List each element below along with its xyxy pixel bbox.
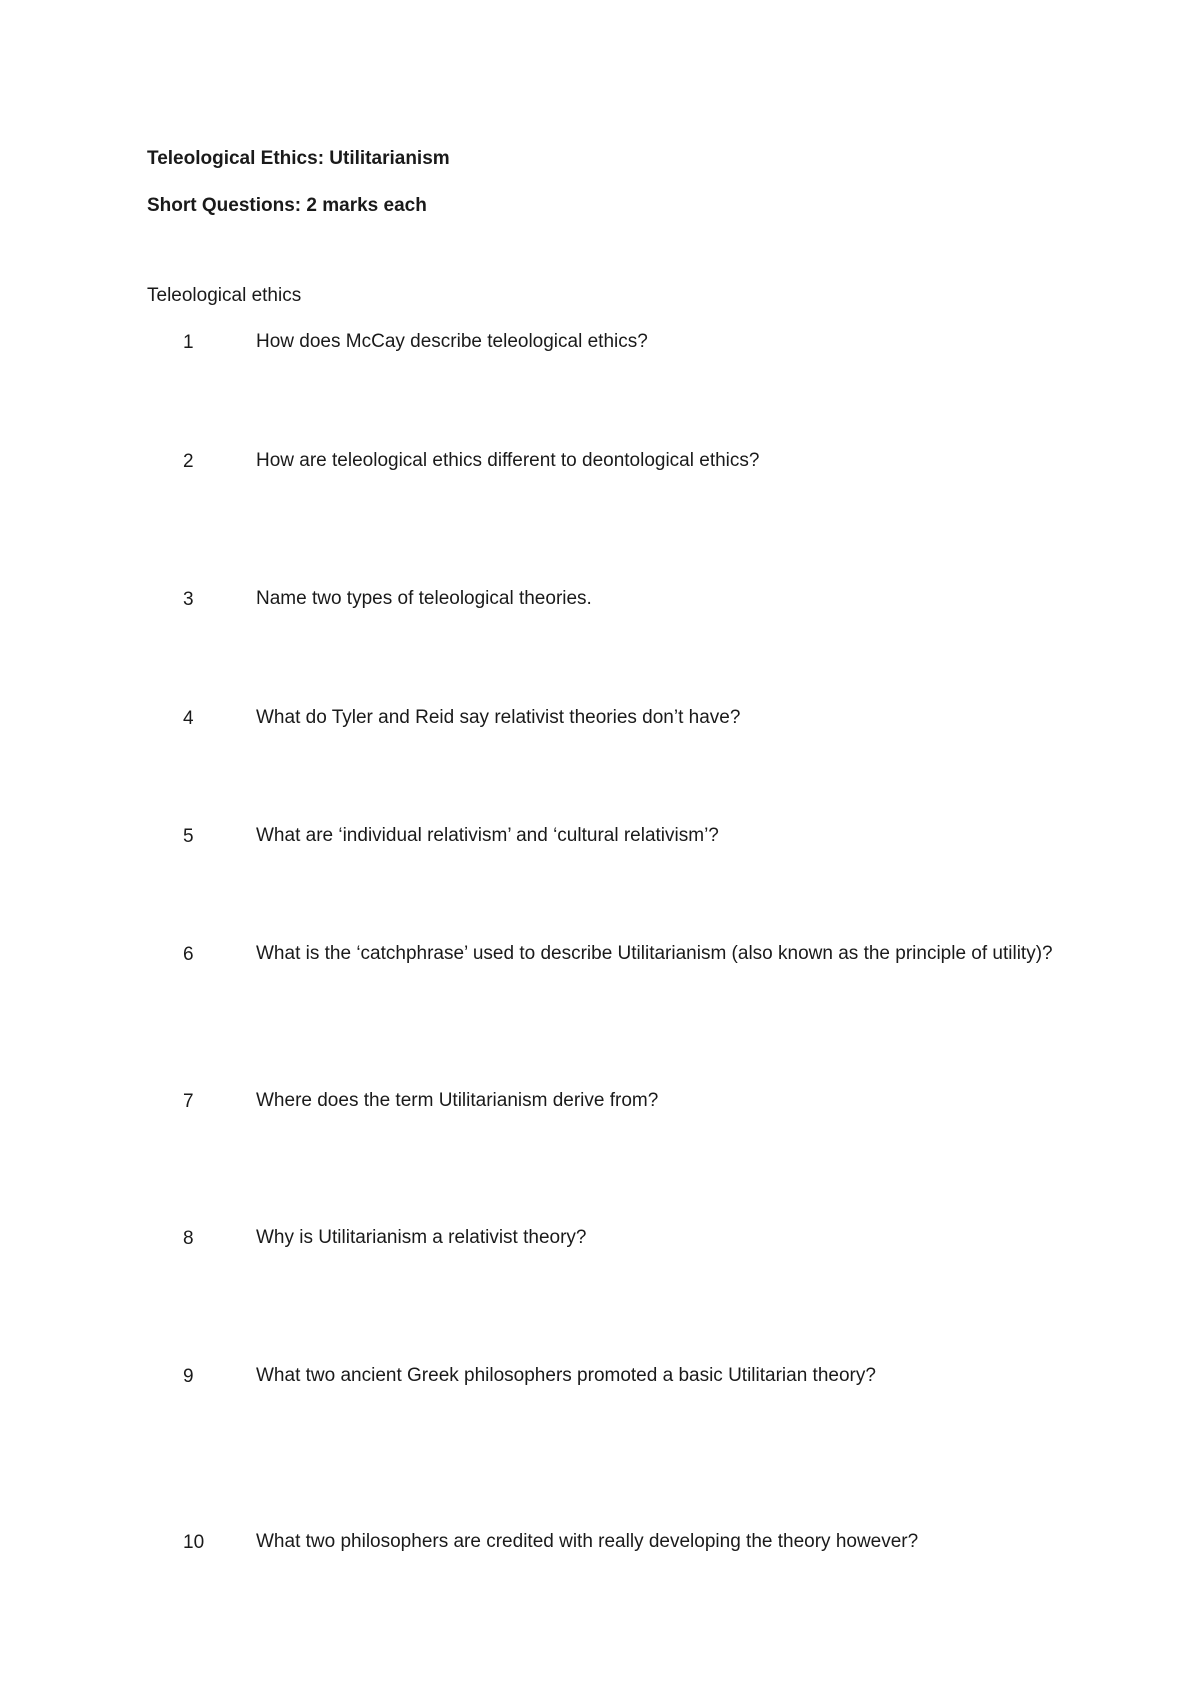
question-number: 2 — [183, 451, 194, 472]
question-number: 10 — [183, 1532, 205, 1553]
question-text: How are teleological ethics different to deontological ethics? — [256, 450, 760, 471]
section-heading: Teleological ethics — [147, 285, 302, 306]
question-number: 4 — [183, 708, 194, 729]
question-number: 1 — [183, 332, 194, 353]
question-text: What two philosophers are credited with really developing the theory however? — [256, 1531, 919, 1552]
question-text: Name two types of teleological theories. — [256, 588, 592, 609]
question-number: 3 — [183, 589, 194, 610]
question-number: 6 — [183, 944, 194, 965]
document-subtitle: Short Questions: 2 marks each — [147, 195, 427, 216]
question-text: Why is Utilitarianism a relativist theory? — [256, 1227, 587, 1248]
question-text: Where does the term Utilitarianism derive from? — [256, 1090, 659, 1111]
question-number: 8 — [183, 1228, 194, 1249]
question-text: What two ancient Greek philosophers promoted a basic Utilitarian theory? — [256, 1365, 876, 1386]
question-text: What are ‘individual relativism’ and ‘cultural relativism’? — [256, 825, 719, 846]
question-text: How does McCay describe teleological ethics? — [256, 331, 648, 352]
document-title: Teleological Ethics: Utilitarianism — [147, 148, 450, 169]
question-number: 9 — [183, 1366, 194, 1387]
question-text: What do Tyler and Reid say relativist theories don’t have? — [256, 707, 741, 728]
question-text: What is the ‘catchphrase’ used to describe Utilitarianism (also known as the principle of utility)? — [256, 943, 1053, 964]
question-number: 7 — [183, 1091, 194, 1112]
question-number: 5 — [183, 826, 194, 847]
